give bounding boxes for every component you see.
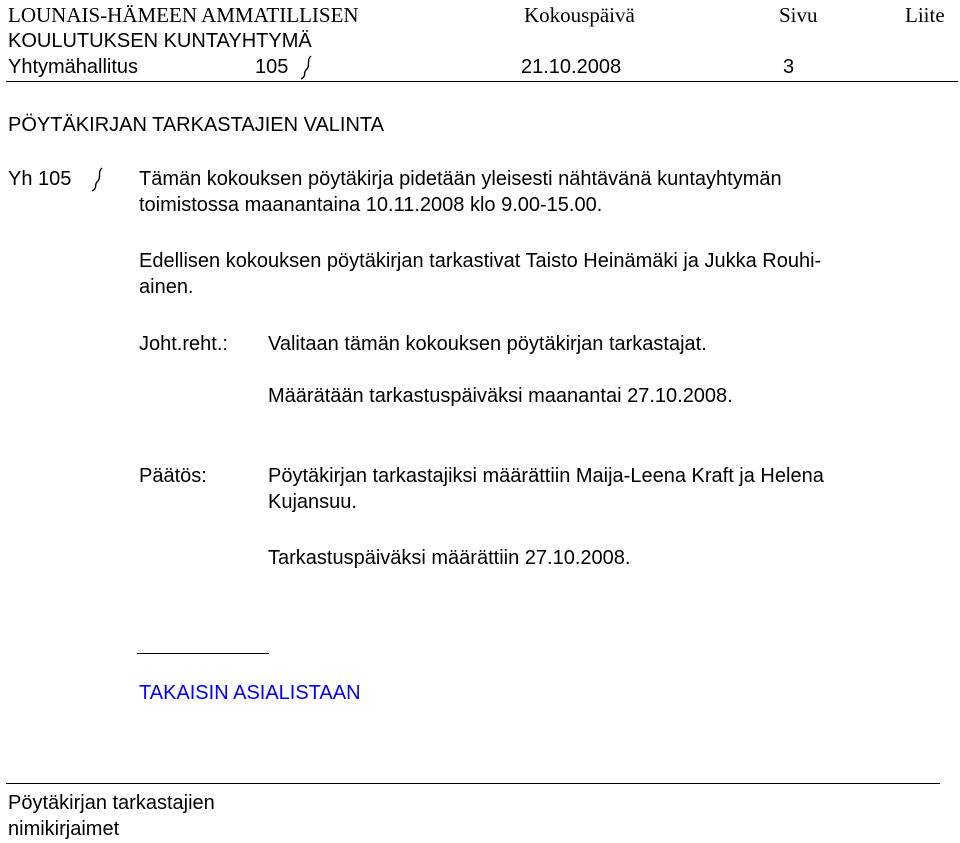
short-separator — [137, 653, 269, 654]
section-mark-icon — [89, 166, 105, 192]
section-mark-icon — [298, 54, 314, 80]
header-divider — [6, 81, 958, 82]
page-label: Sivu — [779, 3, 818, 27]
decision-line-3: Tarkastuspäiväksi määrättiin 27.10.2008. — [268, 547, 631, 569]
footer-divider — [6, 783, 940, 784]
paragraph-2-line-2: ainen. — [139, 276, 194, 298]
org-name-line1: LOUNAIS-HÄMEEN AMMATILLISEN — [8, 3, 359, 27]
footer-initials-label-line-1: Pöytäkirjan tarkastajien — [8, 792, 215, 814]
decision-line-1: Pöytäkirjan tarkastajiksi määrättiin Maija-Leena Kraft ja Helena — [268, 465, 824, 487]
proposal-line-1: Valitaan tämän kokouksen pöytäkirjan tarkastajat. — [268, 333, 707, 355]
footer-initials-label-line-2: nimikirjaimet — [8, 818, 120, 840]
attachment-label: Liite — [905, 3, 945, 27]
paragraph-1-line-1: Tämän kokouksen pöytäkirja pidetään yleisesti nähtävänä kuntayhtymän — [139, 168, 782, 190]
item-label: Yh 105 — [8, 168, 72, 190]
decision-label: Päätös: — [139, 465, 207, 487]
org-name-line2: KOULUTUKSEN KUNTAYHTYMÄ — [8, 30, 312, 52]
header-meeting-date: 21.10.2008 — [521, 56, 622, 78]
section-title: PÖYTÄKIRJAN TARKASTAJIEN VALINTA — [8, 114, 385, 136]
paragraph-1-line-2: toimistossa maanantaina 10.11.2008 klo 9.00-15.00. — [139, 194, 603, 216]
meeting-date-label: Kokouspäivä — [524, 3, 635, 27]
header-section-number: 105 — [255, 56, 289, 78]
back-to-agenda-link[interactable]: TAKAISIN ASIALISTAAN — [139, 682, 361, 704]
decision-line-2: Kujansuu. — [268, 491, 357, 513]
header-page-number: 3 — [783, 56, 795, 78]
paragraph-2-line-1: Edellisen kokouksen pöytäkirjan tarkastivat Taisto Heinämäki ja Jukka Rouhi- — [139, 250, 822, 272]
proposal-line-2: Määrätään tarkastuspäiväksi maanantai 27.10.2008. — [268, 385, 733, 407]
governing-body-name: Yhtymähallitus — [8, 56, 139, 78]
proposal-label: Joht.reht.: — [139, 333, 228, 355]
